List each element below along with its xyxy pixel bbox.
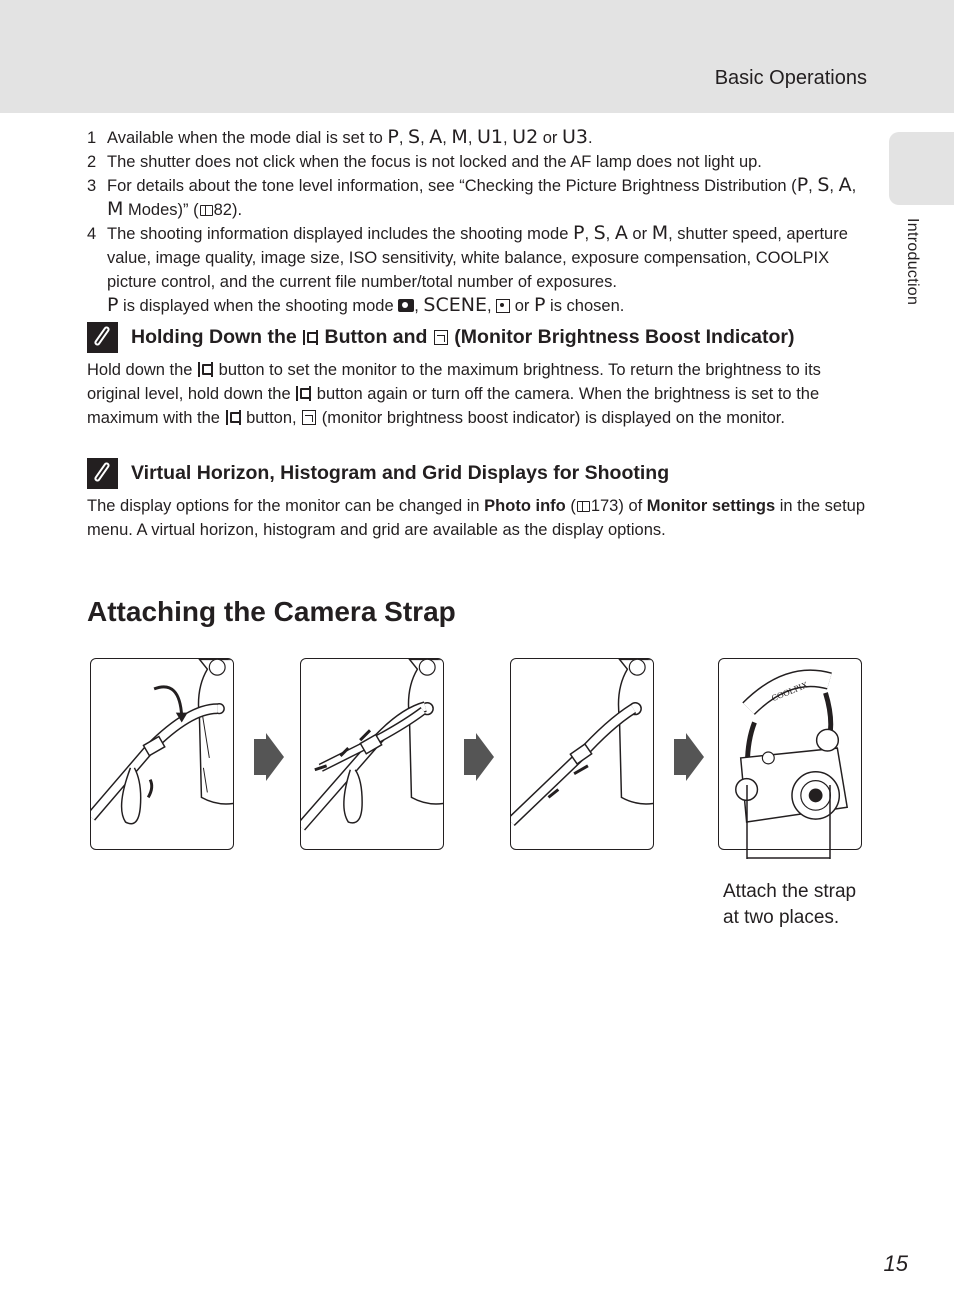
- brightness-boost-icon: [302, 410, 316, 425]
- footnote-text: Available when the mode dial is set to P, S, A, M, U1, U2 or U3.: [107, 126, 593, 148]
- step-arrow-icon: [462, 733, 494, 781]
- camera-mode-icon: [398, 299, 414, 312]
- note-heading-monitor-brightness: [87, 322, 794, 353]
- note-title: Holding Down the Button and (Monitor Brightness Boost Indicator): [131, 326, 795, 348]
- strap-step-1-illustration: [90, 658, 234, 850]
- ref-book-icon: [200, 205, 213, 216]
- image-mode-icon: [496, 299, 510, 313]
- footnote-3: [87, 174, 867, 222]
- note-heading-display-options: [87, 458, 669, 489]
- attachment-callout-lines: [745, 785, 832, 860]
- menu-item-monitor-settings: Monitor settings: [646, 497, 776, 515]
- footnote-text: For details about the tone level information, see “Checking the Picture Brightness Distribution (P, S, A, M Modes)” ( 82).: [107, 174, 857, 220]
- caption-line-2: at two places.: [723, 907, 840, 928]
- page-reference[interactable]: 82: [213, 201, 232, 219]
- header-section-title: Basic Operations: [714, 67, 867, 89]
- footnote-1: [87, 126, 867, 150]
- page-number: 15: [883, 1251, 908, 1276]
- footnote-text: The shutter does not click when the focus is not locked and the AF lamp does not light up.: [107, 153, 762, 171]
- page-heading: Attaching the Camera Strap: [87, 596, 456, 627]
- header-band: [0, 0, 954, 113]
- pencil-note-icon: [87, 458, 118, 489]
- step-arrow-icon: [252, 733, 284, 781]
- scene-icon: SCENE: [423, 294, 487, 316]
- menu-item-photo-info: Photo info: [484, 497, 566, 515]
- brightness-boost-icon: [434, 330, 448, 345]
- monitor-button-icon: [296, 386, 311, 401]
- caption-line-1: Attach the strap: [723, 881, 857, 902]
- footnote-2: [87, 150, 867, 174]
- footnote-number: 4: [87, 225, 97, 243]
- strap-step-2-illustration: [300, 658, 444, 850]
- ref-book-icon: [577, 501, 590, 512]
- strap-brand-text: COOLPIX: [770, 679, 810, 704]
- strap-step-1-drawing: [91, 659, 233, 849]
- footnote-number: 1: [87, 129, 97, 147]
- footnote-text: The shooting information displayed includes the shooting mode P, S, A or M, shutter speed, aperture value, image quality, image size, ISO sensitivity, white balance, exposure compensation, COOLPIX picture control, and the current file number/total number of exposures. P is displayed when the shooting mode , SCENE, or P is chosen.: [107, 222, 848, 316]
- monitor-button-icon: [198, 362, 213, 377]
- note-body-monitor-brightness: Hold down the button to set the monitor to the maximum brightness. To return the brightness to its original level, hold down the button again or turn off the camera. When the brightness is set to the maximum with the button, (monitor brightness boost indicator) is displayed on the monitor.: [87, 361, 821, 427]
- footnote-number: 2: [87, 153, 97, 171]
- strap-step-3-drawing: [511, 659, 653, 849]
- footnote-number: 3: [87, 177, 97, 195]
- note-title: Virtual Horizon, Histogram and Grid Displays for Shooting: [131, 462, 670, 484]
- side-tab-label: Introduction: [904, 218, 921, 306]
- figure-caption: [723, 879, 883, 931]
- monitor-button-icon: [226, 410, 241, 425]
- footnotes: [87, 126, 867, 318]
- strap-step-2-drawing: [301, 659, 443, 849]
- strap-step-3-illustration: [510, 658, 654, 850]
- side-tab: [889, 132, 954, 205]
- page-reference[interactable]: 173: [590, 497, 619, 515]
- footnote-4: [87, 222, 867, 318]
- pencil-note-icon: [87, 322, 118, 353]
- step-arrow-icon: [672, 733, 704, 781]
- note-body-display-options: The display options for the monitor can be changed in Photo info ( 173) of Monitor settings in the setup menu. A virtual horizon, histogram and grid are available as the display options.: [87, 497, 866, 539]
- monitor-button-icon: [303, 330, 318, 345]
